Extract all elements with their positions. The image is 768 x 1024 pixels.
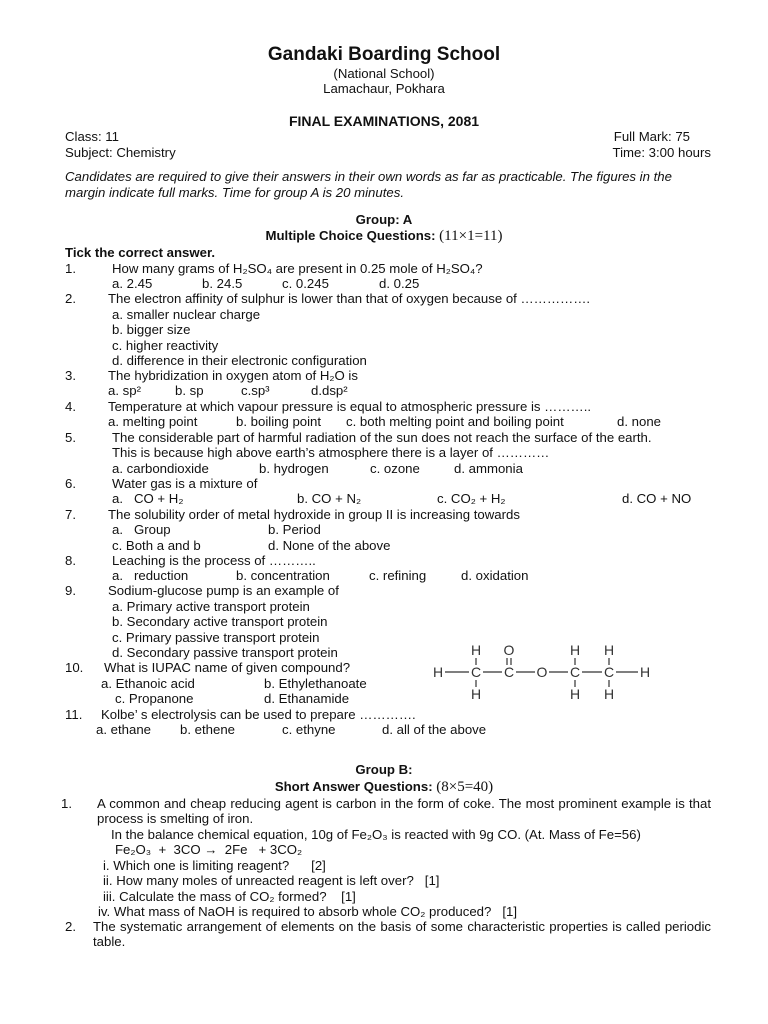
q3-option-d: d.dsp² bbox=[311, 383, 348, 398]
q4-number: 4. bbox=[65, 399, 76, 414]
q8-option-b: b. concentration bbox=[236, 568, 330, 583]
q3-number: 3. bbox=[65, 368, 76, 383]
q10-option-c: c. Propanone bbox=[115, 691, 194, 706]
q9-option-b: b. Secondary active transport protein bbox=[112, 614, 328, 629]
q8-number: 8. bbox=[65, 553, 76, 568]
q7-text: The solubility order of metal hydroxide in group II is increasing towards bbox=[108, 507, 520, 522]
q3-text: The hybridization in oxygen atom of H₂O is bbox=[108, 368, 358, 383]
q1-number: 1. bbox=[65, 261, 76, 276]
b-q1-number: 1. bbox=[61, 796, 72, 811]
q11-option-b: b. ethene bbox=[180, 722, 235, 737]
q3-option-c: c.sp³ bbox=[241, 383, 270, 398]
exam-title: FINAL EXAMINATIONS, 2081 bbox=[288, 113, 480, 129]
atom-h-top-3: H bbox=[603, 642, 615, 658]
subject-label: Subject: Chemistry bbox=[65, 145, 176, 160]
q9-number: 9. bbox=[65, 583, 76, 598]
group-a-marks: (11×1=11) bbox=[439, 228, 503, 244]
q4-option-b: b. boiling point bbox=[236, 414, 322, 429]
b-q2-text bbox=[93, 919, 711, 950]
q9-option-d: d. Secondary passive transport protein bbox=[112, 645, 338, 660]
b-q1-text bbox=[97, 796, 711, 827]
q2-option-c: c. higher reactivity bbox=[112, 338, 219, 353]
b-q1-text-content: A common and cheap reducing agent is carbon in the form of coke. The most prominent example is that process is smelting of iron. bbox=[97, 796, 711, 827]
q4-option-d: d. none bbox=[617, 414, 661, 429]
q2-option-b: b. bigger size bbox=[112, 322, 191, 337]
group-b-title: Group B: bbox=[355, 762, 413, 777]
q11-option-c: c. ethyne bbox=[282, 722, 336, 737]
q10-option-d: d. Ethanamide bbox=[264, 691, 350, 706]
q2-text: The electron affinity of sulphur is lower than that of oxygen because of ……………. bbox=[108, 291, 591, 306]
q4-text: Temperature at which vapour pressure is equal to atmospheric pressure is ……….. bbox=[108, 399, 592, 414]
q4-option-a: a. melting point bbox=[108, 414, 198, 429]
q8-option-d: d. oxidation bbox=[461, 568, 529, 583]
time-label: Time: 3:00 hours bbox=[612, 145, 711, 160]
atom-c-4: C bbox=[603, 664, 615, 680]
q5-option-c: c. ozone bbox=[370, 461, 420, 476]
atom-h-bottom-3: H bbox=[603, 686, 615, 702]
q11-option-a: a. ethane bbox=[96, 722, 151, 737]
atom-h-bottom-2: H bbox=[569, 686, 581, 702]
b-q1-sub-i: i. Which one is limiting reagent? [2] bbox=[103, 858, 326, 873]
q10-number: 10. bbox=[65, 660, 84, 675]
full-mark: Full Mark: 75 bbox=[613, 129, 690, 144]
q5-text: The considerable part of harmful radiation of the sun does not reach the surface of the earth. bbox=[112, 430, 652, 445]
q5-option-a: a. carbondioxide bbox=[112, 461, 209, 476]
q7-option-c: c. Both a and b bbox=[112, 538, 201, 553]
atom-c-2: C bbox=[503, 664, 515, 680]
b-q1-sub-iii: iii. Calculate the mass of CO₂ formed? [1] bbox=[103, 889, 356, 904]
q1-option-d: d. 0.25 bbox=[379, 276, 420, 291]
atom-c-1: C bbox=[470, 664, 482, 680]
instructions: Candidates are required to give their answers in their own words as far as practicable. The figures in the margin indicate full marks. Time for group A is 20 minutes. bbox=[65, 169, 672, 200]
b-q1-sub-ii: ii. How many moles of unreacted reagent is left over? [1] bbox=[103, 873, 440, 888]
q5-number: 5. bbox=[65, 430, 76, 445]
q2-option-d: d. difference in their electronic configuration bbox=[112, 353, 367, 368]
school-tagline: (National School) bbox=[333, 66, 435, 81]
q8-option-c: c. refining bbox=[369, 568, 427, 583]
q10-text: What is IUPAC name of given compound? bbox=[104, 660, 351, 675]
q6-option-b: b. CO + N₂ bbox=[297, 491, 362, 506]
q10-option-a: a. Ethanoic acid bbox=[101, 676, 195, 691]
school-name: Gandaki Boarding School bbox=[267, 44, 501, 65]
class-label: Class: 11 bbox=[65, 129, 119, 144]
q6-text: Water gas is a mixture of bbox=[112, 476, 258, 491]
q9-option-c: c. Primary passive transport protein bbox=[112, 630, 320, 645]
b-q1-equation: Fe₂O₃ + 3CO → 2Fe + 3CO₂ bbox=[115, 842, 303, 857]
q6-option-d: d. CO + NO bbox=[622, 491, 692, 506]
q11-number: 11. bbox=[65, 707, 83, 722]
group-a-title: Group: A bbox=[355, 212, 413, 227]
q10-option-b: b. Ethylethanoate bbox=[264, 676, 367, 691]
q5-option-b: b. hydrogen bbox=[259, 461, 329, 476]
q3-option-b: b. sp bbox=[175, 383, 204, 398]
group-b-subtitle bbox=[0, 779, 768, 796]
q9-text: Sodium-glucose pump is an example of bbox=[108, 583, 339, 598]
q1-option-b: b. 24.5 bbox=[202, 276, 243, 291]
b-q2-number: 2. bbox=[65, 919, 76, 934]
q7-number: 7. bbox=[65, 507, 76, 522]
atom-h-left: H bbox=[432, 664, 444, 680]
q11-text: Kolbe’ s electrolysis can be used to prepare …………. bbox=[101, 707, 416, 722]
atom-o-top: O bbox=[503, 642, 515, 658]
q9-option-a: a. Primary active transport protein bbox=[112, 599, 310, 614]
school-address: Lamachaur, Pokhara bbox=[323, 81, 445, 96]
q8-option-a: a. reduction bbox=[112, 568, 189, 583]
q8-text: Leaching is the process of ……….. bbox=[112, 553, 316, 568]
q1-option-c: c. 0.245 bbox=[282, 276, 329, 291]
b-q1-line2: In the balance chemical equation, 10g of Fe₂O₃ is reacted with 9g CO. (At. Mass of Fe=56) bbox=[111, 827, 641, 842]
q7-option-a: a. Group bbox=[112, 522, 171, 537]
atom-h-top-2: H bbox=[569, 642, 581, 658]
q3-option-a: a. sp² bbox=[108, 383, 141, 398]
group-b-subtitle-text: Short Answer Questions: bbox=[274, 779, 433, 794]
q11-option-d: d. all of the above bbox=[382, 722, 487, 737]
atom-h-right: H bbox=[639, 664, 651, 680]
q5-text-line2: This is because high above earth’s atmosphere there is a layer of ………… bbox=[112, 445, 550, 460]
q5-option-d: d. ammonia bbox=[454, 461, 523, 476]
q2-number: 2. bbox=[65, 291, 76, 306]
q7-option-b: b. Period bbox=[268, 522, 321, 537]
q6-number: 6. bbox=[65, 476, 76, 491]
b-q2-text-content: The systematic arrangement of elements on the basis of some characteristic properties is called periodic table. bbox=[93, 919, 711, 950]
atom-c-3: C bbox=[569, 664, 581, 680]
q7-option-d: d. None of the above bbox=[268, 538, 391, 553]
q4-option-c: c. both melting point and boiling point bbox=[346, 414, 564, 429]
q1-text: How many grams of H₂SO₄ are present in 0.25 mole of H₂SO₄? bbox=[112, 261, 483, 276]
atom-h-top-1: H bbox=[470, 642, 482, 658]
structural-formula-diagram bbox=[428, 640, 658, 704]
group-b-marks: (8×5=40) bbox=[436, 779, 494, 795]
q6-option-c: c. CO₂ + H₂ bbox=[437, 491, 506, 506]
group-a-subtitle-text: Multiple Choice Questions: bbox=[265, 228, 436, 243]
b-q1-sub-iv: iv. What mass of NaOH is required to absorb whole CO₂ produced? [1] bbox=[98, 904, 517, 919]
q6-option-a: a. CO + H₂ bbox=[112, 491, 184, 506]
q2-option-a: a. smaller nuclear charge bbox=[112, 307, 261, 322]
atom-o-ester: O bbox=[536, 664, 548, 680]
q1-option-a: a. 2.45 bbox=[112, 276, 153, 291]
group-a-directive: Tick the correct answer. bbox=[65, 245, 216, 260]
group-a-subtitle bbox=[0, 228, 768, 245]
atom-h-bottom-1: H bbox=[470, 686, 482, 702]
